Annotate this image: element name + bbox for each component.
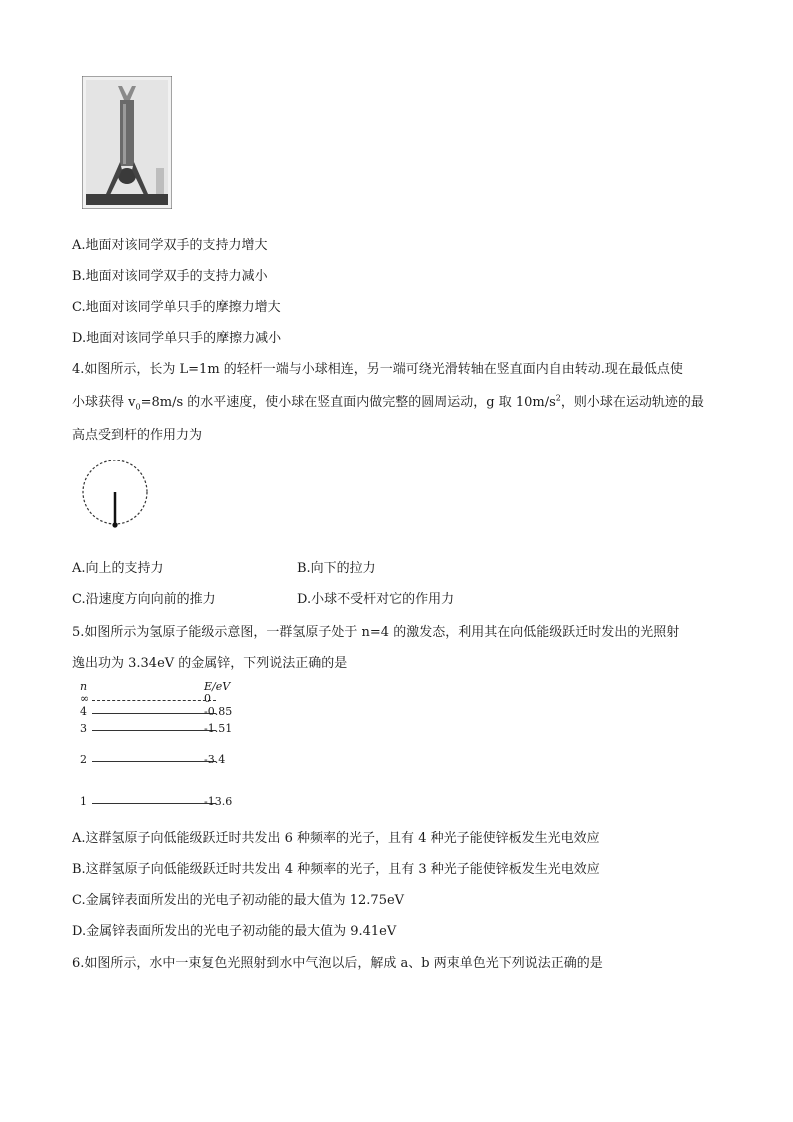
- level-n-3: 3: [80, 722, 87, 735]
- level-line-2: [92, 761, 216, 762]
- q4-option-b: B.向下的拉力: [297, 561, 376, 576]
- rod-circle-diagram: [78, 460, 152, 534]
- level-e-inf: 0: [204, 692, 211, 705]
- level-line-inf: [92, 700, 216, 701]
- level-line-3: [92, 730, 216, 731]
- level-e-1: -13.6: [204, 795, 233, 808]
- q4-stem-line1: 4.如图所示，长为 L=1m 的轻杆一端与小球相连，另一端可绕光滑转轴在竖直面内自由转动.现在最低点使: [72, 362, 683, 377]
- q3-option-c: C.地面对该同学单只手的摩擦力增大: [72, 300, 281, 315]
- level-e-4: -0.85: [204, 705, 233, 718]
- level-n-1: 1: [80, 795, 87, 808]
- q5-option-b: B.这群氢原子向低能级跃迁时共发出 4 种频率的光子，且有 3 种光子能使锌板发生光电效应: [72, 862, 600, 877]
- q3-option-d: D.地面对该同学单只手的摩擦力减小: [72, 331, 282, 346]
- q4-option-a: A.向上的支持力: [72, 561, 164, 576]
- q5-stem-line1: 5.如图所示为氢原子能级示意图，一群氢原子处于 n=4 的激发态，利用其在向低能级跃迁时发出的光照射: [72, 625, 680, 640]
- q3-option-b: B.地面对该同学双手的支持力减小: [72, 269, 268, 284]
- q5-option-a: A.这群氢原子向低能级跃迁时共发出 6 种频率的光子，且有 4 种光子能使锌板发生光电效应: [72, 831, 600, 846]
- q5-option-d: D.金属锌表面所发出的光电子初动能的最大值为 9.41eV: [72, 924, 397, 939]
- q3-option-a: A.地面对该同学双手的支持力增大: [72, 238, 268, 253]
- q4-option-c: C.沿速度方向向前的推力: [72, 592, 216, 607]
- handstand-photo: [82, 76, 172, 209]
- q4-option-d: D.小球不受杆对它的作用力: [297, 592, 455, 607]
- n-header: n: [80, 680, 88, 693]
- q4-stem-line3: 高点受到杆的作用力为: [72, 428, 203, 443]
- level-n-2: 2: [80, 753, 87, 766]
- q5-option-c: C.金属锌表面所发出的光电子初动能的最大值为 12.75eV: [72, 893, 405, 908]
- q6-stem-line1: 6.如图所示，水中一束复色光照射到水中气泡以后，解成 a、b 两束单色光下列说法正确的是: [72, 956, 603, 971]
- level-n-4: 4: [80, 705, 87, 718]
- q4-stem-line2: 小球获得 $v_0=8m/s$ 的水平速度，使小球在竖直面内做完整的圆周运动，g 取 $10m/s^2$，则小球在运动轨迹的最: [72, 393, 704, 412]
- level-line-4: [92, 713, 216, 714]
- level-n-inf: ∞: [80, 692, 90, 705]
- level-e-3: -1.51: [204, 722, 233, 735]
- q5-stem-line2: 逸出功为 3.34eV 的金属锌，下列说法正确的是: [72, 656, 348, 671]
- e-header: E/eV: [204, 680, 231, 693]
- level-e-2: -3.4: [204, 753, 226, 766]
- energy-level-diagram: [76, 680, 246, 816]
- level-line-1: [92, 803, 216, 804]
